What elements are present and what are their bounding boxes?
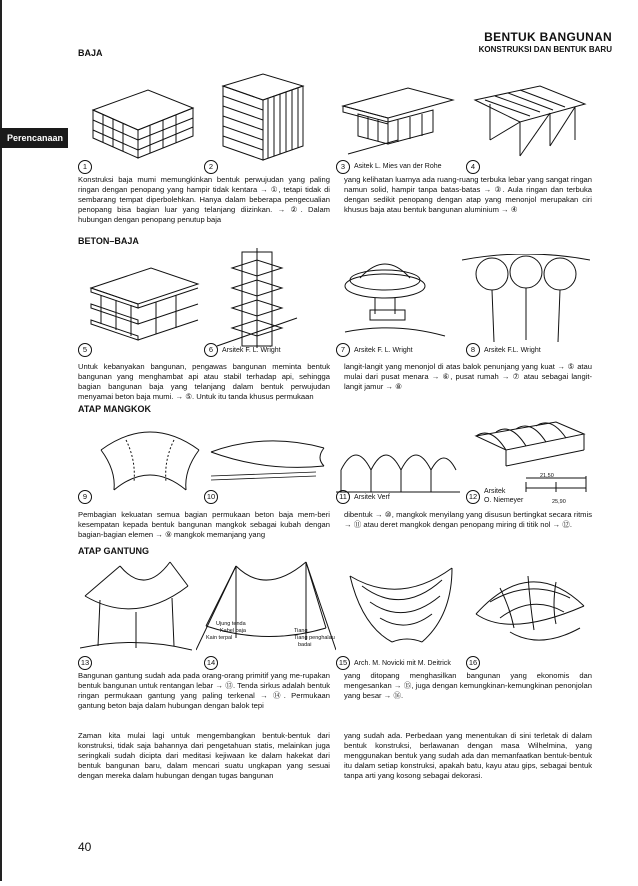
header-subtitle: KONSTRUKSI DAN BENTUK BARU bbox=[478, 45, 612, 54]
dimension-upper: 21,50 bbox=[540, 473, 554, 479]
figure-6-wright-tower bbox=[212, 248, 302, 350]
figure-number-7: 7 bbox=[336, 343, 350, 357]
figure-number-12: 12 bbox=[466, 490, 480, 504]
figure-number-3: 3 bbox=[336, 160, 350, 174]
figure-number-2: 2 bbox=[204, 160, 218, 174]
paragraph-beton-right: langit-langit yang menonjol di atas balok penunjang yang kuat → ⑤ atau mulai dari pusat menara → ⑥, pusat rumah → ⑦ atau sebagai langit-langit jamur → ⑧ bbox=[344, 362, 592, 391]
figure-15-saddle-arena bbox=[342, 556, 458, 652]
figure-16-suspended-dome bbox=[470, 558, 590, 656]
paragraph-zaman-left: Zaman kita mulai lagi untuk mengembangkan bentuk-bentuk dari konstruksi, tidak saja bahannya dari pengetahuan statis, melainkan juga seringkali sudah dicipta dari meditasi kejiwaan ke dalam hakekat dari bentuk bangunan baru, dalam mencari suatu ungkapan yang sesuai dengan mereka dalam hubungan dengan tugas bangunan bbox=[78, 731, 330, 780]
figure-8-mushroom-columns bbox=[462, 254, 590, 346]
figure-number-15: 15 bbox=[336, 656, 350, 670]
section-atap-mangkok-heading: ATAP MANGKOK bbox=[78, 404, 151, 414]
paragraph-mangkok-left: Pembagian kekuatan semua bagian permukaan beton baja mem-beri kesempatan kepada bentuk bangunan mangkok sebagai kubah dengan bagian-bagian elemen → ⑨ mangkok memanjang yang bbox=[78, 510, 330, 539]
paragraph-zaman-right: yang sudah ada. Perbedaan yang menentukan di sini terletak di dalam bentuk konstruksi, berlawanan dengan masa Wilhelmina, yang menggunakan bentuk yang sudah ada dan memanfaatkan bentuk-bentuk itu dalam setiap konstruksi, apakah batu, kayu atau gips, sebagai bentuk tanpa arti yang kosong sebagai dekorasi. bbox=[344, 731, 592, 780]
figure-number-14: 14 bbox=[204, 656, 218, 670]
label-tiang-penghalau: Tiang penghalau bbox=[294, 635, 335, 641]
header-title: BENTUK BANGUNAN bbox=[484, 30, 612, 44]
figure-5-concrete-cantilever bbox=[86, 258, 204, 346]
side-tab-perencanaan[interactable]: Perencanaan bbox=[0, 128, 68, 148]
figure-number-6: 6 bbox=[204, 343, 218, 357]
figure-number-10: 10 bbox=[204, 490, 218, 504]
figure-number-1: 1 bbox=[78, 160, 92, 174]
label-tiang: Tiang bbox=[294, 628, 308, 634]
figure-number-13: 13 bbox=[78, 656, 92, 670]
dimension-lower: 25,90 bbox=[552, 499, 566, 505]
section-beton-baja-heading: BETON–BAJA bbox=[78, 236, 139, 246]
label-kain-terpal: Kain terpal bbox=[206, 635, 233, 641]
label-badai: badai bbox=[298, 642, 312, 648]
paragraph-baja-left: Konstruksi baja mumi memungkinkan bentuk perwujudan yang paling ringan dengan penopang yang hampir tidak kentara → ①, tetapi tidak di sembarang tempat diperbolehkan. Hanya dalam beberapa pengecualian penopang bisa bagian luar yang telanjang diizinkan. → ②. Dalam hubungan dengan penopang penutup baja bbox=[78, 175, 330, 224]
figure-3-mies-pavilion bbox=[338, 84, 458, 156]
figure-number-5: 5 bbox=[78, 343, 92, 357]
figure-number-16: 16 bbox=[466, 656, 480, 670]
figure-number-9: 9 bbox=[78, 490, 92, 504]
figure-1-steel-frame-building bbox=[88, 80, 198, 160]
figure-11-vaulted-shells bbox=[336, 420, 460, 496]
caption-figure-7: Arsitek F. L. Wright bbox=[354, 347, 413, 354]
caption-figure-3: Asitek L. Mies van der Rohe bbox=[354, 163, 442, 170]
caption-figure-11: Arsitek Verf bbox=[354, 494, 390, 501]
figure-4-aluminium-hall bbox=[470, 82, 590, 160]
figure-10-long-shell bbox=[206, 432, 330, 492]
caption-figure-12-line2: O. Niemeyer bbox=[484, 497, 524, 504]
paragraph-baja-right: yang kelihatan luarnya ada ruang-ruang terbuka lebar yang sangat ringan namun solid, hampir tanpa batas-batas → ③. Aula ringan dan terbuka dengan sedikit penopang dengan atap yang menonjol merupakan ciri khusus baja atau bentuk bangunan aluminium → ④ bbox=[344, 175, 592, 214]
caption-figure-12-line1: Arsitek bbox=[484, 488, 506, 495]
figure-7-wright-house bbox=[340, 250, 450, 342]
paragraph-beton-left: Untuk kebanyakan bangunan, pengawas bangunan meminta bentuk bangunan yang menghambat api atau stabil terhadap api, sehingga bagian bangunan baja yang telanjang dalam bentuk perwujudan menyamai beton baja mumi. → ⑤. Untuk itu tanda khusus permukaan bbox=[78, 362, 330, 401]
label-kabel-baja: Kabel baja bbox=[220, 628, 246, 634]
caption-figure-15: Arch. M. Novicki mit M. Deitrick bbox=[354, 660, 451, 667]
section-atap-gantung-heading: ATAP GANTUNG bbox=[78, 546, 149, 556]
figure-13-primitive-suspended-tent bbox=[80, 556, 192, 652]
figure-2-steel-highrise bbox=[218, 66, 308, 162]
figure-14-circus-tent bbox=[196, 556, 336, 656]
figure-9-shell-dome bbox=[96, 420, 204, 492]
figure-number-8: 8 bbox=[466, 343, 480, 357]
section-baja-heading: BAJA bbox=[78, 48, 103, 58]
paragraph-gantung-left: Bangunan gantung sudah ada pada orang-orang primitif yang me-rupakan bentuk bangunan untuk rentangan lebar → ⑬. Tenda sirkus adalah bentuk ringan permukaan gantung yang paling terkenal → ⑭. Permukaan gantung beton baja dalam hubungan dengan balok tepi bbox=[78, 671, 330, 710]
figure-number-4: 4 bbox=[466, 160, 480, 174]
paragraph-mangkok-right: dibentuk → ⑩, mangkok menyilang yang disusun bertingkat secara ritmis → ⑪ atau deret mangkok dengan penopang miring di titik nol → ⑫. bbox=[344, 510, 592, 529]
page-number: 40 bbox=[78, 840, 92, 854]
caption-figure-8: Arsitek F.L. Wright bbox=[484, 347, 541, 354]
paragraph-gantung-right: yang ditopang menghasilkan bangunan yang ekonomis dan mengesankan → ⑮, juga dengan kemungkinan-kemungkinan penonjolan yang besar → ⑯. bbox=[344, 671, 592, 700]
figure-number-11: 11 bbox=[336, 490, 350, 504]
caption-figure-6: Arsitek F. L. Wright bbox=[222, 347, 281, 354]
label-ujung-tenda: Ujung tenda bbox=[216, 621, 246, 627]
